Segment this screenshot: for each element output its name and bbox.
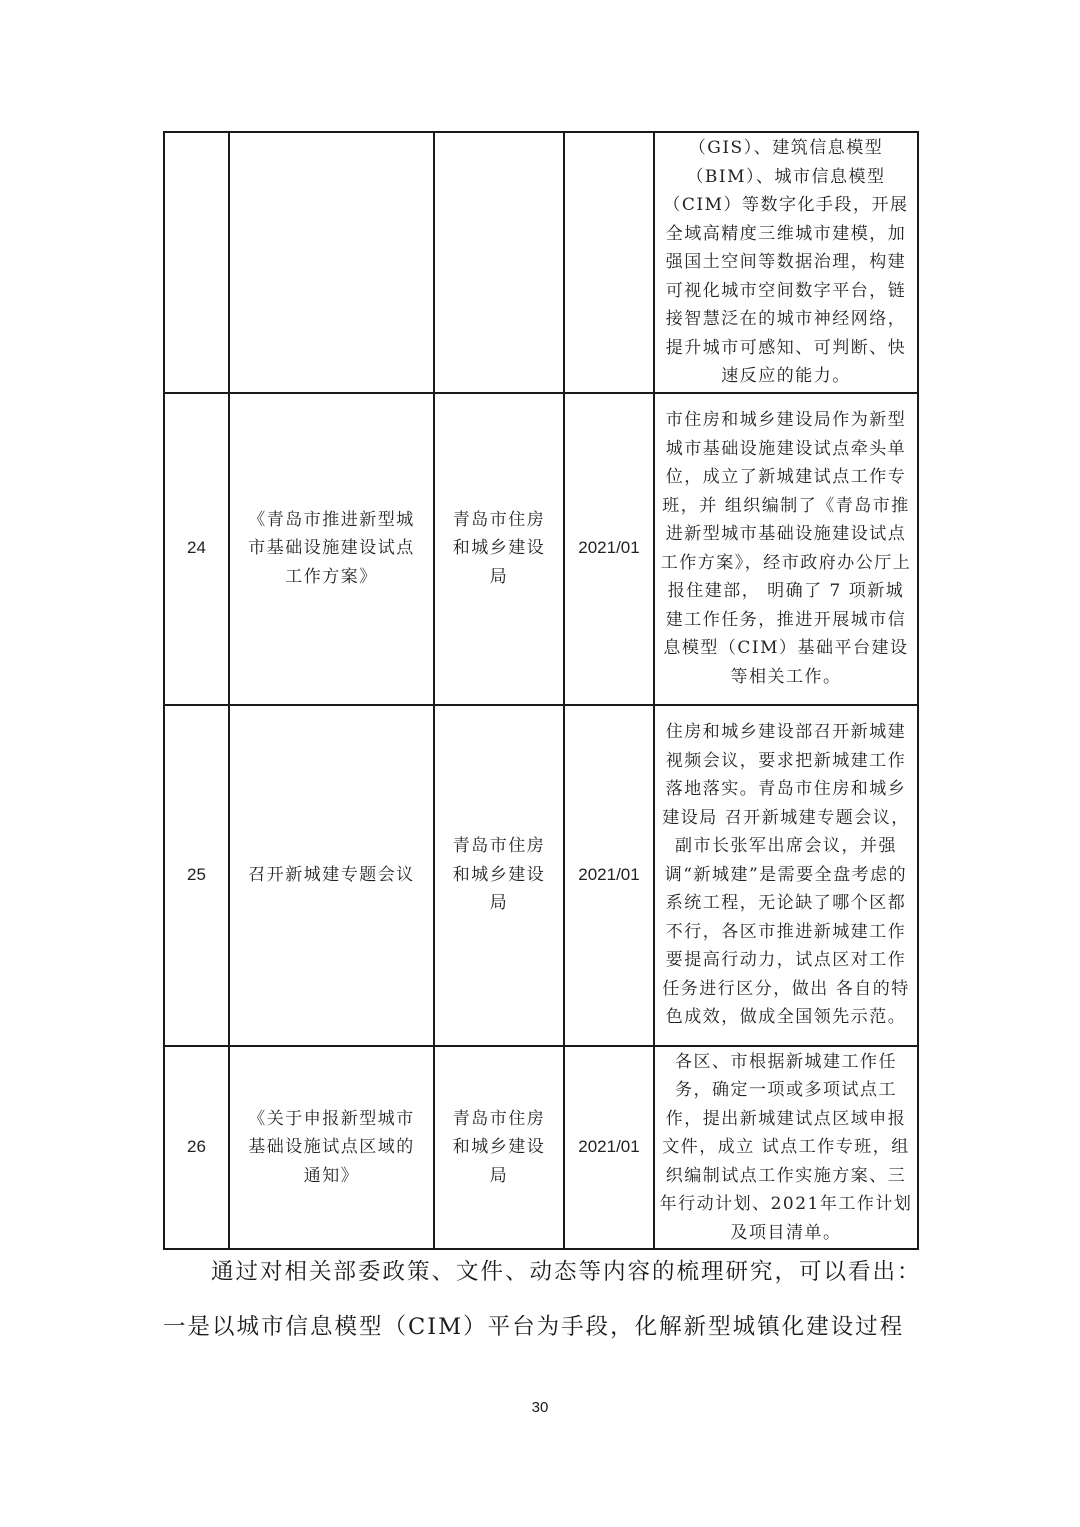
- body-paragraph: 一是以城市信息模型（CIM）平台为手段，化解新型城镇化建设过程: [163, 1314, 905, 1340]
- cell-number: 25: [164, 705, 229, 1046]
- table-row-25: [164, 705, 918, 1046]
- cell-description: （GIS）、建筑信息模型（BIM）、城市信息模型（CIM）等数字化手段，开展全域高精度三维城市建模，加强国土空间等数据治理，构建可视化城市空间数字平台，链接智慧泛在的城市神经网络，提升城市可感知、可判断、快速反应的能力。: [654, 132, 918, 393]
- cell-number: 26: [164, 1046, 229, 1250]
- cell-agency: 青岛市住房和城乡建设局: [434, 1046, 564, 1250]
- cell-date: 2021/01: [564, 1046, 654, 1250]
- cell-date: 2021/01: [564, 393, 654, 705]
- cell-name: [229, 132, 434, 393]
- cell-description: 住房和城乡建设部召开新城建视频会议，要求把新城建工作落地落实。青岛市住房和城乡建设局 召开新城建专题会议，副市长张军出席会议，并强调“新城建”是需要全盘考虑的系统工程，无论缺了哪个区都不行，各区市推进新城建工作要提高行动力，试点区对工作任务进行区分，做出 各自的特色成效，做成全国领先示范。: [654, 705, 918, 1046]
- table-row-24: [164, 393, 918, 705]
- page-number: 30: [531, 1399, 549, 1416]
- cell-description: 各区、市根据新城建工作任务，确定一项或多项试点工作，提出新城建试点区域申报文件，成立 试点工作专班，组织编制试点工作实施方案、三年行动计划、2021年工作计划及项目清单。: [654, 1046, 918, 1250]
- cell-name: 《关于申报新型城市基础设施试点区域的通知》: [229, 1046, 434, 1250]
- table-row-continuation: [164, 132, 918, 393]
- cell-agency: 青岛市住房和城乡建设局: [434, 705, 564, 1046]
- cell-name: 召开新城建专题会议: [229, 705, 434, 1046]
- cell-agency: [434, 132, 564, 393]
- cell-date: [564, 132, 654, 393]
- cell-number: [164, 132, 229, 393]
- body-paragraph: 通过对相关部委政策、文件、动态等内容的梳理研究，可以看出：: [211, 1259, 922, 1285]
- cell-agency: 青岛市住房和城乡建设局: [434, 393, 564, 705]
- table-row-26: [164, 1046, 918, 1250]
- policy-table: [163, 131, 919, 1250]
- cell-description: 市住房和城乡建设局作为新型城市基础设施建设试点牵头单位，成立了新城建试点工作专班，并 组织编制了《青岛市推进新型城市基础设施建设试点工作方案》，经市政府办公厅上报住建部， 明确了 7 项新城建工作任务，推进开展城市信息模型（CIM）基础平台建设等相关工作。: [654, 393, 918, 705]
- cell-number: 24: [164, 393, 229, 705]
- cell-date: 2021/01: [564, 705, 654, 1046]
- cell-name: 《青岛市推进新型城市基础设施建设试点工作方案》: [229, 393, 434, 705]
